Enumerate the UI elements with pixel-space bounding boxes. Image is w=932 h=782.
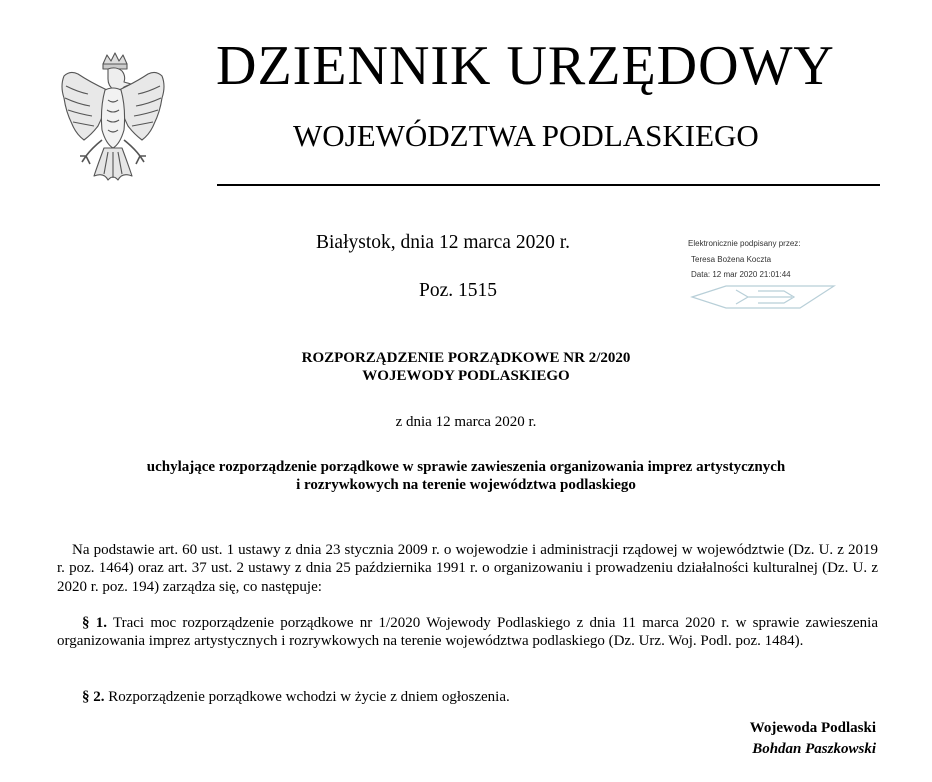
section-1-paragraph — [57, 614, 878, 651]
section-1-text: Traci moc rozporządzenie porządkowe nr 1/2020 Wojewody Podlaskiego z dnia 11 marca 2020 r. w sprawie zawieszenia organizowania imprez artystycznych i rozrywkowych na terenie województwa podlaskiego (Dz. Urz. Woj. Podl. poz. 1484). — [57, 615, 879, 650]
section-2-label: § 2. — [82, 689, 105, 705]
masthead-divider — [217, 184, 880, 186]
signature-watermark-icon — [688, 282, 838, 312]
electronic-signature-stamp — [688, 236, 858, 314]
act-subject — [40, 458, 892, 494]
eagle-emblem-icon — [58, 52, 168, 190]
publication-place-date: Białystok, dnia 12 marca 2020 r. — [316, 232, 570, 253]
act-subject-line-2: i rozrywkowych na terenie województwa podlaskiego — [296, 477, 636, 493]
journal-title: DZIENNIK URZĘDOWY — [216, 35, 835, 97]
esign-signer: Teresa Bożena Koczta — [691, 254, 772, 264]
section-2-text: Rozporządzenie porządkowe wchodzi w życie z dniem ogłoszenia. — [108, 689, 510, 705]
signatory-office: Wojewoda Podlaski — [749, 720, 876, 736]
publication-position: Poz. 1515 — [419, 280, 497, 301]
act-subject-line-1: uchylające rozporządzenie porządkowe w sprawie zawieszenia organizowania imprez artystycznych — [146, 459, 786, 475]
esign-label: Elektronicznie podpisany przez: — [688, 239, 801, 248]
journal-subtitle: WOJEWÓDZTWA PODLASKIEGO — [293, 118, 759, 153]
act-title — [0, 349, 932, 385]
section-2-paragraph — [57, 688, 878, 706]
state-emblem-eagle — [58, 52, 168, 190]
legal-basis-paragraph: Na podstawie art. 60 ust. 1 ustawy z dnia 23 stycznia 2009 r. o wojewodzie i administracji rządowej w województwie (Dz. U. z 2019 r. poz. 1464) oraz art. 37 ust. 2 ustawy z dnia 25 października 1991 r. o organizowaniu i prowadzeniu działalności kulturalnej (Dz. U. z 2020 r. poz. 194) zarządza się, co następuje: — [57, 542, 878, 595]
act-issue-date: z dnia 12 marca 2020 r. — [395, 414, 537, 430]
act-title-line-1: ROZPORZĄDZENIE PORZĄDKOWE NR 2/2020 — [301, 350, 631, 366]
signatory-name: Bohdan Paszkowski — [752, 741, 876, 757]
section-1-label: § 1. — [82, 615, 107, 631]
act-title-line-2: WOJEWODY PODLASKIEGO — [362, 368, 570, 384]
esign-date: Data: 12 mar 2020 21:01:44 — [691, 270, 791, 279]
